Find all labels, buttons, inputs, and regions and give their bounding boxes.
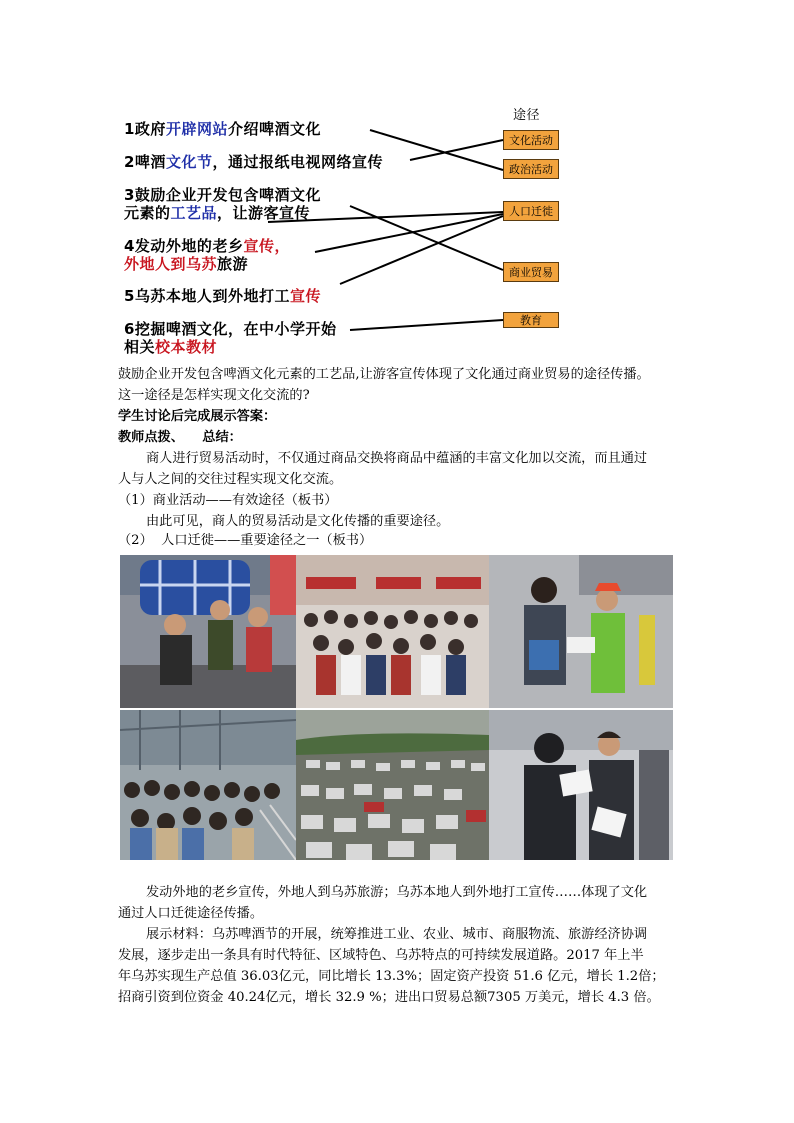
diagram-item-segment: 1政府 <box>124 120 166 138</box>
paragraph-merchant-2: 人与人之间的交往过程实现文化交流。 <box>118 472 343 487</box>
tag-culture-activity: 文化活动 <box>503 130 559 150</box>
diagram-heading: 途径 <box>513 108 541 123</box>
photo-reading-leaflet <box>489 710 673 860</box>
photo-leaflet-handout <box>489 555 673 708</box>
tag-population-migration: 人口迁徙 <box>503 201 559 221</box>
connector-5-migration <box>340 216 503 284</box>
diagram-item-segment: 元素的 <box>124 204 171 222</box>
diagram-item-segment: 6挖掘啤酒文化，在中小学开始 <box>124 320 337 338</box>
diagram-item-segment: 文化节 <box>165 153 213 171</box>
diagram-item-segment: 介绍啤酒文化 <box>227 120 321 138</box>
paragraph-question: 这一途径是怎样实现文化交流的? <box>118 388 310 403</box>
paragraph-commerce-example: 鼓励企业开发包含啤酒文化元素的工艺品,让游客宣传体现了文化通过商业贸易的途径传播。 <box>118 367 650 382</box>
diagram-item-segment: 相关 <box>124 338 156 356</box>
diagram-item-segment: 旅游 <box>217 255 249 273</box>
diagram-item-segment: 宣传， <box>243 237 290 255</box>
photo-station-crowd <box>296 555 489 708</box>
paragraph-student-discussion: 学生讨论后完成展示答案： <box>118 409 277 424</box>
diagram-item-segment: 校本教材 <box>155 338 218 356</box>
diagram-item-segment: 3鼓励企业开发包含啤酒文化 <box>124 186 321 204</box>
diagram-item-segment: ，让游客宣传 <box>217 204 311 222</box>
paragraph-teacher-summary: 教师点拨、 总结： <box>118 430 242 445</box>
paragraph-merchant-1: 商人进行贸易活动时，不仅通过商品交换将商品中蕴涵的丰富文化加以交流，而且通过 <box>146 451 648 466</box>
tag-political-activity: 政治活动 <box>503 159 559 179</box>
diagram-item-segment: 开辟网站 <box>165 120 228 138</box>
diagram-item-segment: 2啤酒 <box>124 153 166 171</box>
paragraph-migration-1: 发动外地的老乡宣传，外地人到乌苏旅游；乌苏本地人到外地打工宣传……体现了文化 <box>146 885 648 900</box>
tag-commerce-trade: 商业贸易 <box>503 262 559 282</box>
paragraph-material-3: 年乌苏实现生产总值 36.03亿元，同比增长 13.3%；固定资产投资 51.6 亿元，增长 1.2倍； <box>118 969 665 984</box>
connector-lines <box>0 0 794 360</box>
paragraph-material-2: 发展，逐步走出一条具有时代特征、区域特色、乌苏特点的可持续发展道路。2017 年上半 <box>118 948 644 963</box>
diagram-item-segment: 宣传 <box>289 287 321 305</box>
paragraph-conclusion: 由此可见，商人的贸易活动是文化传播的重要途径。 <box>146 514 450 529</box>
tag-education: 教育 <box>503 312 559 328</box>
board-note-migration: （2） 人口迁徙——重要途径之一（板书） <box>118 533 373 548</box>
connector-1-politics <box>370 130 503 170</box>
photo-migrant-workers <box>120 555 296 708</box>
photo-traffic-jam <box>296 710 489 860</box>
diagram-item-segment: 5乌苏本地人到外地打工 <box>124 287 290 305</box>
diagram-item-segment: 工艺品 <box>170 204 218 222</box>
paragraph-material-4: 招商引资到位资金 40.24亿元，增长 32.9 %；进出口贸易总额7305 万美元，增长 4.3 倍。 <box>118 990 660 1005</box>
paragraph-migration-2: 通过人口迁徙途径传播。 <box>118 906 264 921</box>
diagram-item-segment: 4发动外地的老乡 <box>124 237 244 255</box>
photo-platform-crowd <box>120 710 296 860</box>
paragraph-material-1: 展示材料：乌苏啤酒节的开展，统筹推进工业、农业、城市、商服物流、旅游经济协调 <box>146 927 648 942</box>
diagram-item-segment: ，通过报纸电视网络宣传 <box>212 153 383 171</box>
board-note-commerce: （1）商业活动——有效途径（板书） <box>118 493 338 508</box>
diagram-item-segment: 外地人到乌苏 <box>124 255 218 273</box>
connector-6-education <box>350 320 503 330</box>
